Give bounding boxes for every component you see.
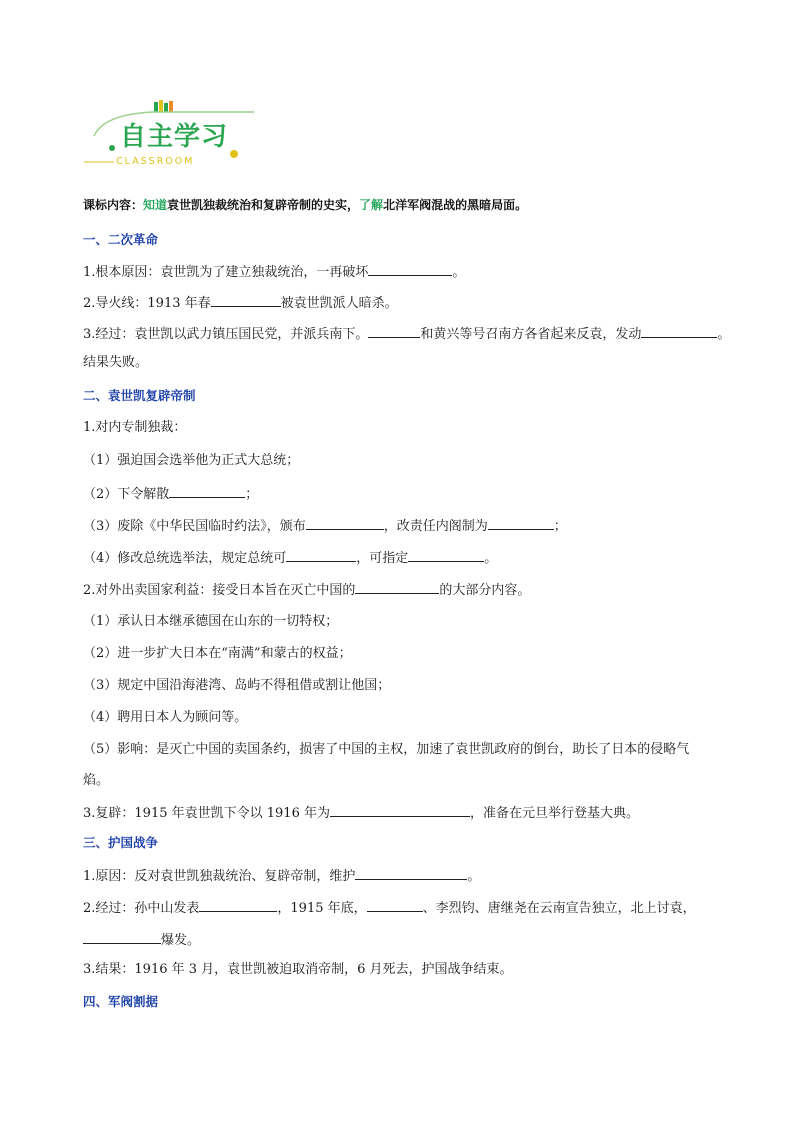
fill-blank[interactable] (641, 324, 717, 338)
keyword-know: 知道 (143, 198, 168, 212)
fill-blank[interactable] (330, 803, 470, 817)
fill-blank[interactable] (199, 898, 277, 912)
s2-sub-j5: （5）影响：是灭亡中国的卖国条约，损害了中国的主权，加速了袁世凯政府的倒台，助长了日本的侵略气 (83, 742, 690, 757)
fill-blank[interactable] (368, 324, 420, 338)
section-1-heading: 一、二次革命 (83, 232, 159, 247)
s2-sub-3: （3）废除《中华民国临时约法》，颁布 ，改责任内阁制为 ； (83, 516, 567, 536)
fill-blank[interactable] (367, 898, 423, 912)
s3-item-2-cont: 爆发。 (83, 930, 200, 950)
classroom-logo (84, 96, 274, 176)
s3-item-1: 1.原因：反对袁世凯独裁统治、复辟帝制，维护 。 (83, 866, 480, 886)
fill-blank[interactable] (488, 516, 554, 530)
s2-sub-2: （2）下令解散 ； (83, 484, 258, 504)
s1-item-1: 1.根本原因：袁世凯为了建立独裁统治，一再破坏 。 (83, 262, 465, 282)
standard-text-2: 北洋军阀混战的黑暗局面。 (383, 198, 528, 212)
s3-item-3: 3.结果：1916 年 3 月，袁世凯被迫取消帝制，6 月死去，护国战争结束。 (83, 962, 513, 977)
curriculum-standard (83, 196, 527, 214)
s2-sub-j4: （4）聘用日本人为顾问等。 (83, 710, 248, 725)
fill-blank[interactable] (355, 580, 439, 594)
s2-item-1: 1.对内专制独裁： (83, 420, 187, 435)
s3-item-2: 2.经过：孙中山发表 ，1915 年底， 、李烈钧、唐继尧在云南宣告独立，北上讨袁， (83, 898, 696, 918)
fill-blank[interactable] (368, 262, 452, 276)
s2-sub-1: （1）强迫国会选举他为正式大总统； (83, 453, 300, 468)
s2-sub-j3: （3）规定中国沿海港湾、岛屿不得租借或割让他国； (83, 678, 391, 693)
section-2-heading: 二、袁世凯复辟帝制 (83, 388, 196, 403)
s2-sub-4: （4）修改总统选举法，规定总统可 ，可指定 。 (83, 548, 497, 568)
s1-item-2: 2.导火线：1913 年春 被袁世凯派人暗杀。 (83, 293, 398, 313)
fill-blank[interactable] (211, 293, 281, 307)
standard-text-1: 袁世凯独裁统治和复辟帝制的史实， (167, 198, 360, 212)
section-3-heading: 三、护国战争 (83, 835, 159, 850)
keyword-understand: 了解 (359, 198, 384, 212)
fill-blank[interactable] (306, 516, 384, 530)
s2-item-2: 2.对外出卖国家利益：接受日本旨在灭亡中国的 的大部分内容。 (83, 580, 530, 600)
standard-label: 课标内容： (83, 198, 144, 212)
fill-blank[interactable] (169, 484, 245, 498)
logo-subtitle: CLASSROOM (116, 156, 195, 167)
fill-blank[interactable] (83, 930, 161, 944)
logo-title: 自主学习 (120, 122, 229, 152)
fill-blank[interactable] (355, 866, 467, 880)
s2-item-3: 3.复辟：1915 年袁世凯下令以 1916 年为 ，准备在元旦举行登基大典。 (83, 803, 639, 823)
s2-sub-j1: （1）承认日本继承德国在山东的一切特权； (83, 614, 339, 629)
s1-item-3: 3.经过：袁世凯以武力镇压国民党，并派兵南下。 和黄兴等号召南方各省起来反袁，发动 。 (83, 324, 730, 344)
section-4-heading: 四、军阀割据 (83, 994, 159, 1009)
s2-sub-j5-cont: 焰。 (83, 773, 110, 788)
s2-sub-j2: （2）进一步扩大日本在“南满”和蒙古的权益； (83, 646, 352, 661)
fill-blank[interactable] (408, 548, 484, 562)
s1-item-3-result: 结果失败。 (83, 355, 149, 370)
fill-blank[interactable] (286, 548, 356, 562)
